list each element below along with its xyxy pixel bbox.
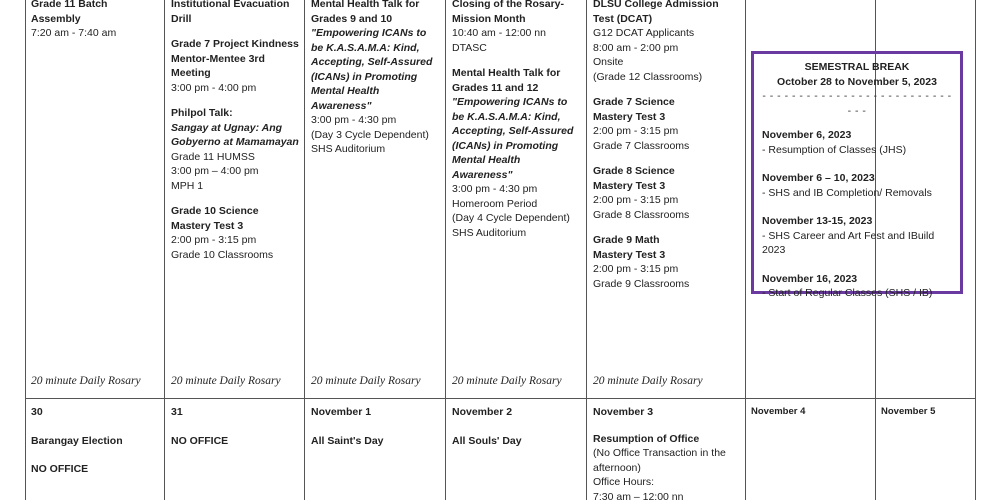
week1-col1 — [31, 0, 159, 41]
break-item-date: November 16, 2023 — [762, 272, 952, 287]
event-time: 3:00 pm - 4:00 pm — [171, 81, 301, 96]
break-title: SEMESTRAL BREAK — [762, 60, 952, 75]
event-time: 2:00 pm - 3:15 pm — [593, 193, 741, 208]
break-item — [762, 171, 952, 200]
day-number: November 3 — [593, 405, 741, 420]
event-title: Institutional Evacuation Drill — [171, 0, 301, 26]
event-title: Mental Health Talk for Grades 9 and 10 — [311, 0, 441, 26]
event-venue: Grade 10 Classrooms — [171, 248, 301, 263]
event-title: Grade 7 Science Mastery Test 3 — [593, 95, 698, 124]
event-time: 8:00 am - 2:00 pm — [593, 41, 741, 56]
event-title: Grade 9 Math Mastery Test 3 — [593, 233, 698, 262]
day-number: November 5 — [881, 405, 973, 420]
day-event: NO OFFICE — [31, 462, 159, 477]
day-number: 30 — [31, 405, 159, 420]
grid-line — [445, 0, 446, 500]
break-item-desc: - SHS and IB Completion/ Removals — [762, 186, 952, 201]
day-cell-nov-3 — [593, 405, 741, 504]
daily-rosary-note: 20 minute Daily Rosary — [171, 375, 281, 387]
day-event: NO OFFICE — [171, 434, 299, 449]
event-title: Philpol Talk: — [171, 106, 301, 121]
break-divider: - - - - - - - - - - - - - - - - - - - - - - - - - - - - - — [762, 89, 952, 118]
day-event-detail: Office Hours: — [593, 475, 741, 490]
grid-line — [25, 0, 26, 500]
event-title: Grade 7 Project Kindness Mentor-Mentee 3rd Meeting — [171, 37, 301, 81]
day-number: November 2 — [452, 405, 580, 420]
day-event: All Souls' Day — [452, 434, 580, 449]
semestral-break-box — [751, 51, 963, 294]
week1-col4 — [452, 0, 582, 251]
day-event-detail: 7:30 am – 12:00 nn — [593, 490, 741, 504]
event-title: Grade 10 Science Mastery Test 3 — [171, 204, 301, 233]
event-title: Grade 11 Batch Assembly — [31, 0, 159, 26]
day-cell-nov-4 — [751, 405, 871, 420]
event-time: 2:00 pm - 3:15 pm — [171, 233, 301, 248]
week1-col5 — [593, 0, 741, 302]
event-time: 2:00 pm - 3:15 pm — [593, 262, 741, 277]
event-time: 7:20 am - 7:40 am — [31, 26, 159, 41]
event-detail: G12 DCAT Applicants — [593, 26, 741, 41]
event-detail: Homeroom Period — [452, 197, 582, 212]
daily-rosary-note: 20 minute Daily Rosary — [31, 375, 141, 387]
event-title: Closing of the Rosary-Mission Month — [452, 0, 582, 26]
event-venue: SHS Auditorium — [452, 226, 582, 241]
event-time: 3:00 pm – 4:00 pm — [171, 164, 301, 179]
day-event-detail: (No Office Transaction in the afternoon) — [593, 446, 741, 475]
grid-line — [304, 0, 305, 500]
event-venue: MPH 1 — [171, 179, 301, 194]
day-cell-nov-2 — [452, 405, 580, 448]
day-cell-30 — [31, 405, 159, 477]
week1-col2 — [171, 0, 301, 273]
grid-line — [586, 0, 587, 500]
event-time: 10:40 am - 12:00 nn — [452, 26, 582, 41]
break-range: October 28 to November 5, 2023 — [762, 75, 952, 90]
event-title: Grade 8 Science Mastery Test 3 — [593, 164, 698, 193]
day-cell-nov-5 — [881, 405, 973, 420]
break-item-desc: - Start of Regular Classes (SHS / IB) — [762, 286, 952, 301]
event-venue: Grade 9 Classrooms — [593, 277, 741, 292]
break-item-date: November 6, 2023 — [762, 128, 952, 143]
day-number: 31 — [171, 405, 299, 420]
event-time: 3:00 pm - 4:30 pm — [311, 113, 441, 128]
week-divider — [25, 398, 975, 399]
grid-line — [975, 0, 976, 500]
day-event: All Saint's Day — [311, 434, 439, 449]
day-number: November 4 — [751, 405, 871, 420]
event-venue: Grade 7 Classrooms — [593, 139, 741, 154]
day-cell-31 — [171, 405, 299, 448]
event-detail: Grade 11 HUMSS — [171, 150, 301, 165]
event-venue: Grade 8 Classrooms — [593, 208, 741, 223]
break-item-date: November 6 – 10, 2023 — [762, 171, 952, 186]
grid-line — [745, 0, 746, 500]
break-item — [762, 272, 952, 301]
event-venue: (Grade 12 Classrooms) — [593, 70, 741, 85]
daily-rosary-note: 20 minute Daily Rosary — [452, 375, 562, 387]
grid-line — [164, 0, 165, 500]
event-time: 3:00 pm - 4:30 pm — [452, 182, 582, 197]
day-number: November 1 — [311, 405, 439, 420]
break-item-date: November 13-15, 2023 — [762, 214, 952, 229]
event-venue: DTASC — [452, 41, 582, 56]
daily-rosary-note: 20 minute Daily Rosary — [593, 375, 703, 387]
event-detail: (Day 4 Cycle Dependent) — [452, 211, 582, 226]
day-event: Barangay Election — [31, 434, 159, 449]
event-title: DLSU College Admission Test (DCAT) — [593, 0, 741, 26]
break-item-desc: - SHS Career and Art Fest and IBuild 2023 — [762, 229, 952, 258]
day-cell-nov-1 — [311, 405, 439, 448]
event-time: 2:00 pm - 3:15 pm — [593, 124, 741, 139]
break-item — [762, 214, 952, 258]
event-detail: (Day 3 Cycle Dependent) — [311, 128, 441, 143]
event-title: Mental Health Talk for Grades 11 and 12 — [452, 66, 582, 95]
break-item-desc: - Resumption of Classes (JHS) — [762, 143, 952, 158]
daily-rosary-note: 20 minute Daily Rosary — [311, 375, 421, 387]
event-detail: Onsite — [593, 55, 741, 70]
break-item — [762, 128, 952, 157]
day-event-title: Resumption of Office — [593, 432, 741, 447]
week1-col3 — [311, 0, 441, 168]
event-subtitle: "Empowering ICANs to be K.A.S.A.M.A: Kind, Accepting, Self-Assured (ICANs) in Promoting Mental Health Awareness" — [311, 26, 441, 113]
event-subtitle: Sangay at Ugnay: Ang Gobyerno at Mamamayan — [171, 121, 301, 150]
event-venue: SHS Auditorium — [311, 142, 441, 157]
event-subtitle: "Empowering ICANs to be K.A.S.A.M.A: Kind, Accepting, Self-Assured (ICANs) in Promoting Mental Health Awareness" — [452, 95, 582, 182]
